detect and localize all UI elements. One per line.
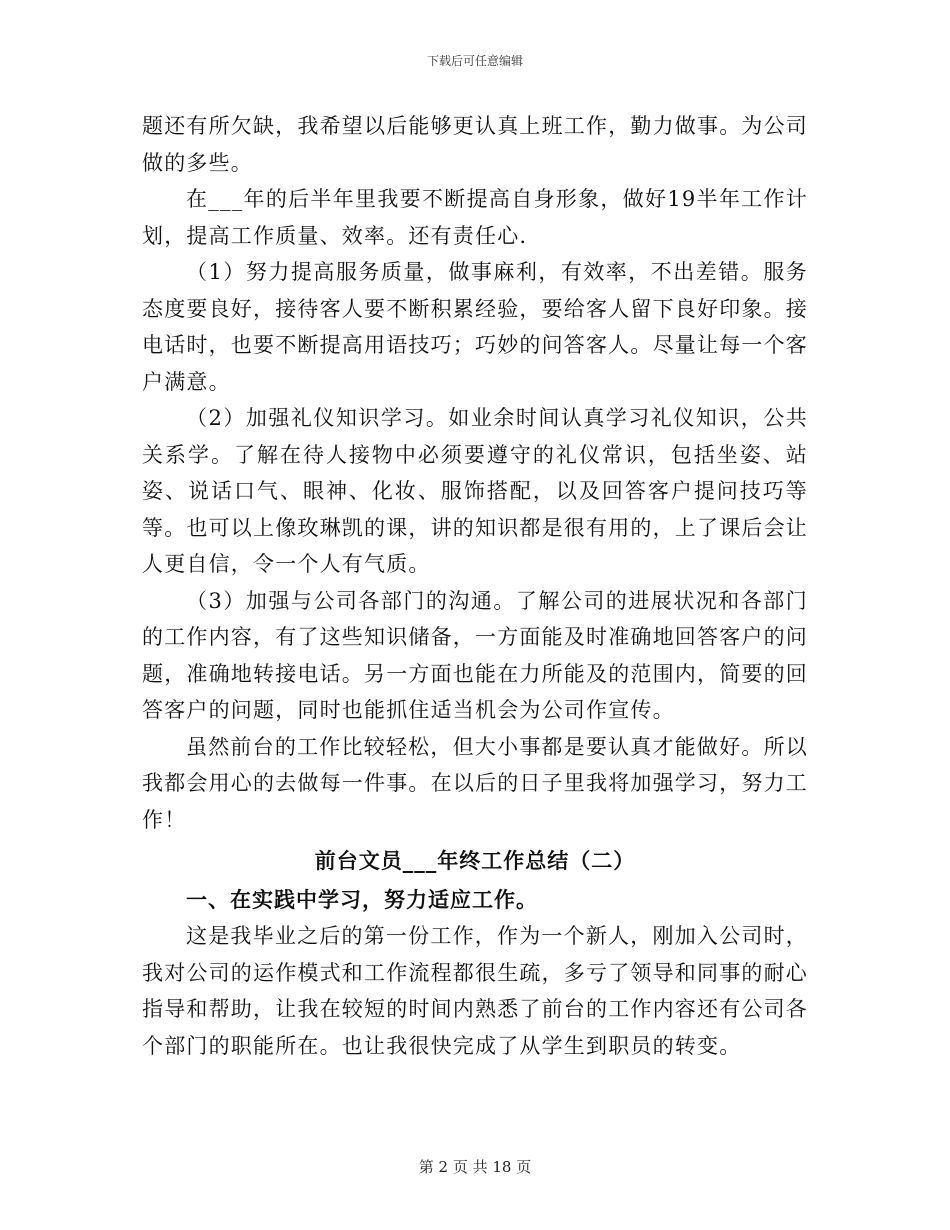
paragraph-item-2: （2）加强礼仪知识学习。如业余时间认真学习礼仪知识，公共关系学。了解在待人接物中必须要遵守的礼仪常识，包括坐姿、站姿、说话口气、眼神、化妆、服饰搭配，以及回答客户提问技巧等等。也可以上像玫琳凯的课，讲的知识都是很有用的，上了课后会让人更自信，令一个人有气质。 — [142, 406, 808, 576]
paragraph-item-3: （3）加强与公司各部门的沟通。了解公司的进展状况和各部门的工作内容，有了这些知识储备，一方面能及时准确地回答客户的问题，准确地转接电话。另一方面也能在力所能及的范围内，简要的回答客户的问题，同时也能抓住适当机会为公司作宣传。 — [142, 588, 808, 722]
page-header: 下载后可任意编辑 — [426, 54, 523, 68]
section-title: 前台文员___年终工作总结（二） — [314, 849, 636, 873]
paragraph-continuation: 题还有所欠缺，我希望以后能够更认真上班工作，勤力做事。为公司做的多些。 — [142, 114, 808, 175]
page-number: 第 2 页 共 18 页 — [418, 1158, 532, 1176]
paragraph-item-1: （1）努力提高服务质量，做事麻利，有效率，不出差错。服务态度要良好，接待客人要不断积累经验，要给客人留下良好印象。接电话时，也要不断提高用语技巧；巧妙的问答客人。尽量让每一个客户满意。 — [142, 260, 808, 394]
paragraph-plan: 在___年的后半年里我要不断提高自身形象，做好19半年工作计划，提高工作质量、效率。还有责任心. — [142, 187, 808, 248]
section-subtitle: 一、在实践中学习，努力适应工作。 — [186, 888, 538, 912]
paragraph-section-body: 这是我毕业之后的第一份工作，作为一个新人，刚加入公司时，我对公司的运作模式和工作流程都很生疏，多亏了领导和同事的耐心指导和帮助，让我在较短的时间内熟悉了前台的工作内容还有公司各个部门的职能所在。也让我很快完成了从学生到职员的转变。 — [142, 924, 808, 1058]
paragraph-conclusion: 虽然前台的工作比较轻松，但大小事都是要认真才能做好。所以我都会用心的去做每一件事。在以后的日子里我将加强学习，努力工作！ — [142, 734, 808, 832]
document-body — [142, 108, 808, 1064]
